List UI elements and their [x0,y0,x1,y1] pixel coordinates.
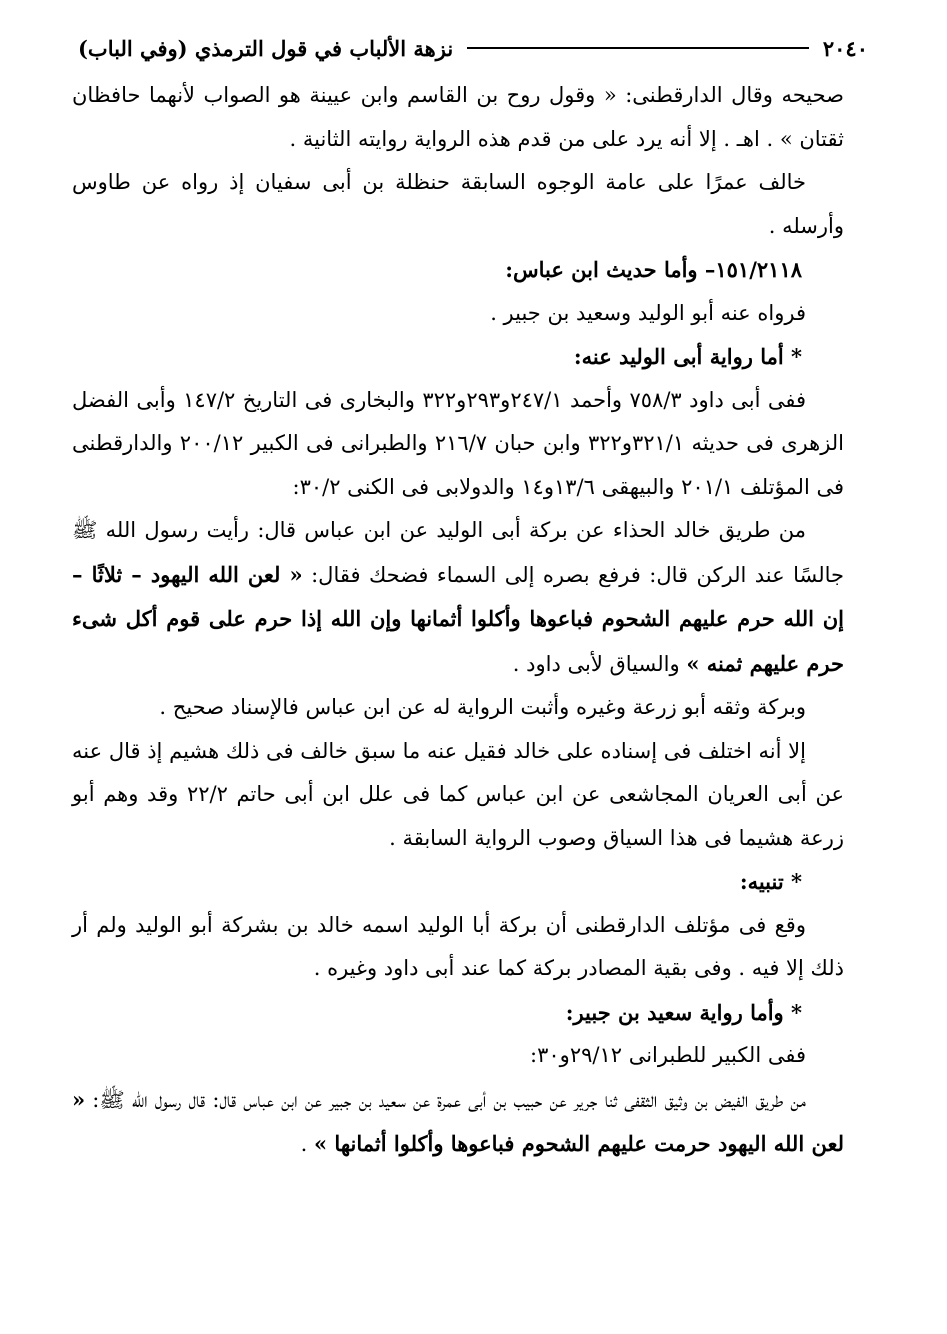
paragraph-9: ففى الكبير للطبرانى ٢٩/١٢و٣٠: [530,1043,806,1067]
paragraph-8: وقع فى مؤتلف الدارقطنى أن بركة أبا الوليد اسمه خالد بن بشركة أبو الوليد ولم أر ذلك إلا فيه . وفى بقية المصادر بركة كما عند أبى داود وغيره . [72,912,844,980]
hadith-chain-2: من طريق الفيض بن وثيق الثقفى ثنا جرير عن حبيب بن أبى عمرة عن سعيد بن جبير عن ابن عباس قال: قال رسول الله ﷺ: [92,1087,806,1112]
hadith-end: . [300,1132,308,1156]
section-heading-ibn-abbas: ١٥١/٢١١٨– وأما حديث ابن عباس: [505,257,802,282]
paragraph-3: فرواه عنه أبو الوليد وسعيد بن جبير . [490,300,806,325]
paragraph-1: صحيحه وقال الدارقطنى: « وقول روح بن القاسم وابن عيينة هو الصواب لأنهما حافظان ثقتان » . اهـ . إلا أنه يرد على من قدم هذه الرواية روايته الثانية . [72,83,845,151]
running-title: نزهة الألباب في قول الترمذي (وفي الباب) [78,35,454,61]
paragraph-10-hadith [72,1078,844,1167]
hadith-attribution: والسياق لأبى داود . [512,651,680,676]
page-header [78,30,868,66]
paragraph-4-sources: ففى أبى داود ٧٥٨/٣ وأحمد ٢٤٧/١و٢٩٣و٣٢٢ والبخارى فى التاريخ ١٤٧/٢ وأبى الفضل الزهرى فى حديثه ٣٢١/١و٣٢٢ وابن حبان ٢١٦/٧ والطبرانى فى الكبير ٢٠٠/١٢ والدارقطنى فى المؤتلف ٢٠١/١ والبيهقى ١٣/٦و١٤ والدولابى فى الكنى ٣٠/٢: [72,387,845,499]
hadith-text: « لعن الله اليهود – ثلاثًا – إن الله حرم عليهم الشحوم فباعوها وأكلوا أثمانها وإن الله إذا حرم على قوم أكل شىء حرم عليهم ثمنه » [72,561,844,676]
subheading-said-ibn-jubayr: * وأما رواية سعيد بن جبير: [565,999,802,1025]
page-body [72,74,844,1167]
paragraph-2: خالف عمرًا على عامة الوجوه السابقة حنظلة بن أبى سفيان إذ رواه عن طاوس وأرسله . [72,170,844,238]
hadith-chain: من طريق خالد الحذاء عن بركة أبى الوليد عن ابن عباس قال: رأيت رسول الله ﷺ جالسًا عند الركن قال: فرفع بصره إلى السماء فضحك فقال: [72,518,844,587]
hadith-text-2: « لعن الله اليهود حرمت عليهم الشحوم فباعوها وأكلوا أثمانها » [72,1086,844,1156]
paragraph-7: إلا أنه اختلف فى إسناده على خالد فقيل عنه ما سبق خالف فى ذلك هشيم إذ قال عنه عن أبى العريان المجاشعى عن ابن عباس كما فى علل ابن أبى حاتم ٢٢/٢ وقد وهم أبو زرعة هشيما فى هذا السياق وصوب الرواية السابقة . [72,738,845,850]
page-number: ٢٠٤٠ [822,35,868,61]
paragraph-6: وبركة وثقه أبو زرعة وغيره وأثبت الرواية له عن ابن عباس فالإسناد صحيح . [159,695,806,719]
subheading-note: * تنبيه: [739,869,802,894]
paragraph-5-hadith [72,509,844,686]
subheading-abu-al-walid: * أما رواية أبى الوليد عنه: [573,344,802,369]
header-rule [467,47,809,49]
